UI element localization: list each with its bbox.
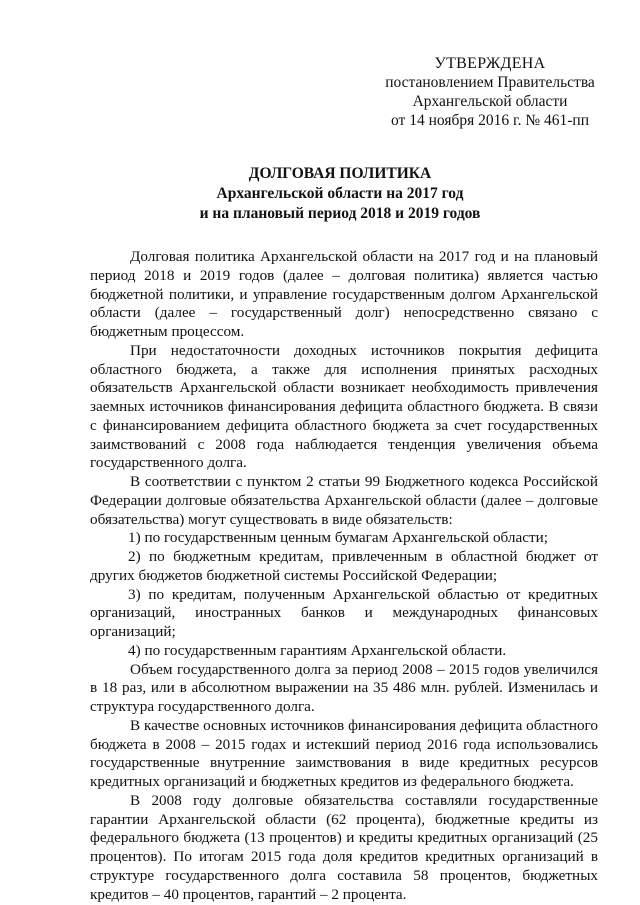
list-item: 2) по бюджетным кредитам, привлеченным в областной бюджет от других бюджетов бюджетной системы Российской Федерации; bbox=[90, 548, 598, 584]
approval-line: Архангельской области bbox=[412, 93, 568, 110]
paragraph: В соответствии с пунктом 2 статьи 99 Бюджетного кодекса Российской Федерации долговые обязательства Архангельской области (далее – долговые обязательства) могут существовать в виде обязательств: bbox=[90, 473, 598, 528]
paragraph: Долговая политика Архангельской области на 2017 год и на плановый период 2018 и 2019 годов (далее – долговая политика) является частью бюджетной политики, и управление государственным долгом Архангельской области (далее – государственный долг) непосредственно связано с бюджетным процессом. bbox=[90, 248, 598, 340]
list-item: 3) по кредитам, полученным Архангельской областью от кредитных организаций, иностранных банков и международных финансовых организаций; bbox=[90, 585, 598, 640]
list-item: 4) по государственным гарантиям Архангельской области. bbox=[128, 641, 507, 659]
paragraph: В 2008 году долговые обязательства составляли государственные гарантии Архангельской области (62 процента), бюджетные кредиты из федерального бюджета (13 процентов) и кредиты кредитных организаций (25 процентов). По итогам 2015 года доля кредитов кредитных организаций в структуре государственного долга составила 58 процентов, бюджетных кредитов – 40 процентов, гарантий – 2 процента. bbox=[90, 791, 598, 903]
approval-heading: УТВЕРЖДЕНА bbox=[434, 55, 546, 72]
title-line: ДОЛГОВАЯ ПОЛИТИКА bbox=[248, 165, 432, 182]
approval-date-line: от 14 ноября 2016 г. № 461-пп bbox=[391, 112, 589, 129]
approval-line: постановлением Правительства bbox=[385, 74, 595, 91]
paragraph: В качестве основных источников финансирования дефицита областного бюджета в 2008 – 2015 годах и истекший период 2016 года использовались государственные внутренние заимствования в виде кредитных ресурсов кредитных организаций и бюджетных кредитов из федерального бюджета. bbox=[90, 716, 598, 790]
title-line: Архангельской области на 2017 год bbox=[216, 185, 464, 202]
paragraph: При недостаточности доходных источников покрытия дефицита областного бюджета, а также для исполнения принятых расходных обязательств Архангельской области возникает необходимость привлечения заемных источников финансирования дефицита областного бюджета. В связи с финансированием дефицита областного бюджета за счет государственных заимствований с 2008 года наблюдается тенденция увеличения объема государственного долга. bbox=[90, 341, 598, 472]
paragraph: Объем государственного долга за период 2008 – 2015 годов увеличился в 18 раз, или в абсолютном выражении на 35 486 млн. рублей. Изменилась и структура государственного долга. bbox=[90, 660, 598, 715]
list-item: 1) по государственным ценным бумагам Архангельской области; bbox=[128, 529, 548, 547]
document-body bbox=[90, 248, 598, 904]
approval-block bbox=[360, 54, 620, 130]
document-title bbox=[40, 164, 640, 224]
title-line: и на плановый период 2018 и 2019 годов bbox=[199, 205, 481, 222]
